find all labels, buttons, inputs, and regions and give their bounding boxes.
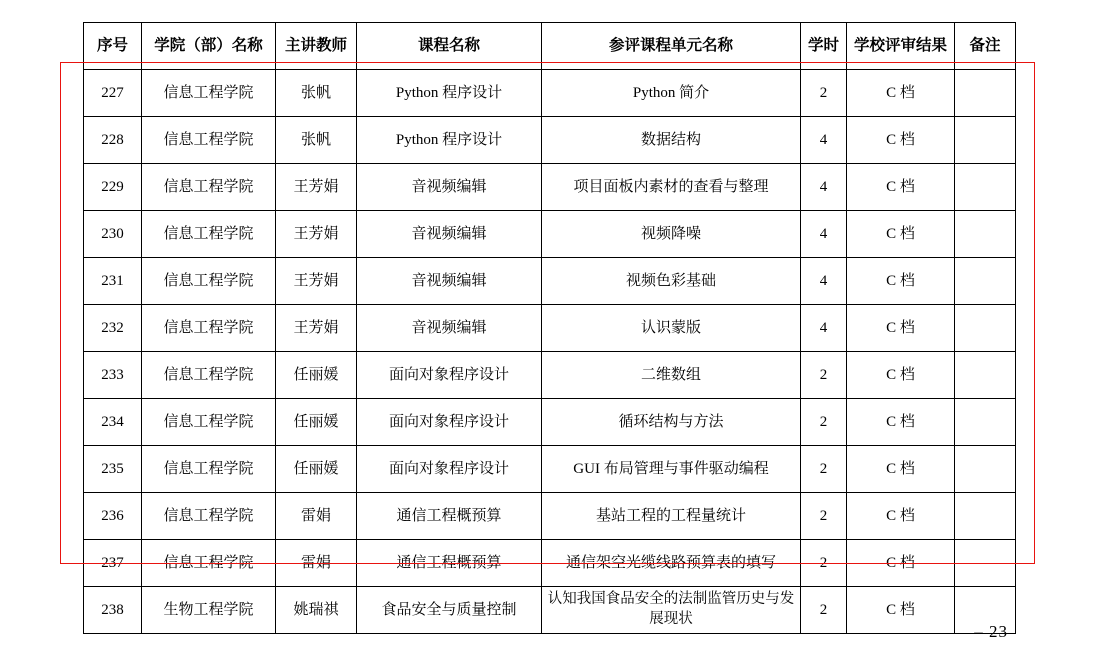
column-header-hours: 学时 bbox=[801, 23, 847, 70]
table-header-row bbox=[84, 23, 1016, 70]
cell-result: C 档 bbox=[847, 493, 955, 540]
cell-hours: 4 bbox=[801, 258, 847, 305]
cell-teacher: 任丽媛 bbox=[276, 446, 357, 493]
cell-course: 面向对象程序设计 bbox=[357, 399, 542, 446]
cell-hours: 4 bbox=[801, 305, 847, 352]
column-header-course: 课程名称 bbox=[357, 23, 542, 70]
cell-teacher: 王芳娟 bbox=[276, 305, 357, 352]
cell-result: C 档 bbox=[847, 70, 955, 117]
cell-hours: 2 bbox=[801, 352, 847, 399]
table-row bbox=[84, 164, 1016, 211]
cell-college: 信息工程学院 bbox=[142, 493, 276, 540]
column-header-result: 学校评审结果 bbox=[847, 23, 955, 70]
cell-result: C 档 bbox=[847, 399, 955, 446]
cell-college: 信息工程学院 bbox=[142, 117, 276, 164]
cell-course: 面向对象程序设计 bbox=[357, 446, 542, 493]
cell-seq: 230 bbox=[84, 211, 142, 258]
column-header-seq: 序号 bbox=[84, 23, 142, 70]
cell-unit: 认识蒙版 bbox=[542, 305, 801, 352]
cell-hours: 2 bbox=[801, 70, 847, 117]
page-number: – 23 bbox=[974, 622, 1008, 641]
cell-course: Python 程序设计 bbox=[357, 70, 542, 117]
table-row bbox=[84, 493, 1016, 540]
cell-teacher: 张帆 bbox=[276, 117, 357, 164]
column-header-remark: 备注 bbox=[955, 23, 1016, 70]
cell-result: C 档 bbox=[847, 540, 955, 587]
cell-seq: 233 bbox=[84, 352, 142, 399]
column-header-unit: 参评课程单元名称 bbox=[542, 23, 801, 70]
cell-unit: 视频色彩基础 bbox=[542, 258, 801, 305]
cell-hours: 2 bbox=[801, 540, 847, 587]
cell-result: C 档 bbox=[847, 211, 955, 258]
cell-result: C 档 bbox=[847, 446, 955, 493]
cell-hours: 2 bbox=[801, 587, 847, 634]
table-body bbox=[84, 70, 1016, 634]
table-row bbox=[84, 446, 1016, 493]
cell-result: C 档 bbox=[847, 258, 955, 305]
cell-seq: 229 bbox=[84, 164, 142, 211]
cell-remark bbox=[955, 399, 1016, 446]
cell-remark bbox=[955, 211, 1016, 258]
cell-unit: 项目面板内素材的查看与整理 bbox=[542, 164, 801, 211]
cell-unit: 二维数组 bbox=[542, 352, 801, 399]
cell-remark bbox=[955, 352, 1016, 399]
cell-college: 信息工程学院 bbox=[142, 164, 276, 211]
table-row bbox=[84, 399, 1016, 446]
cell-hours: 4 bbox=[801, 117, 847, 164]
cell-college: 信息工程学院 bbox=[142, 305, 276, 352]
cell-teacher: 王芳娟 bbox=[276, 211, 357, 258]
cell-hours: 2 bbox=[801, 493, 847, 540]
cell-unit: 基站工程的工程量统计 bbox=[542, 493, 801, 540]
table-row bbox=[84, 352, 1016, 399]
course-review-table bbox=[83, 22, 1016, 634]
cell-teacher: 雷娟 bbox=[276, 540, 357, 587]
cell-seq: 238 bbox=[84, 587, 142, 634]
cell-college: 信息工程学院 bbox=[142, 70, 276, 117]
column-header-teacher: 主讲教师 bbox=[276, 23, 357, 70]
cell-hours: 4 bbox=[801, 211, 847, 258]
table-row bbox=[84, 587, 1016, 634]
table-row bbox=[84, 117, 1016, 164]
cell-seq: 236 bbox=[84, 493, 142, 540]
cell-course: 通信工程概预算 bbox=[357, 493, 542, 540]
cell-unit: 通信架空光缆线路预算表的填写 bbox=[542, 540, 801, 587]
cell-remark bbox=[955, 164, 1016, 211]
cell-course: 面向对象程序设计 bbox=[357, 352, 542, 399]
cell-unit: 视频降噪 bbox=[542, 211, 801, 258]
cell-hours: 2 bbox=[801, 446, 847, 493]
cell-teacher: 王芳娟 bbox=[276, 258, 357, 305]
cell-college: 信息工程学院 bbox=[142, 446, 276, 493]
cell-seq: 228 bbox=[84, 117, 142, 164]
cell-seq: 234 bbox=[84, 399, 142, 446]
cell-course: 音视频编辑 bbox=[357, 305, 542, 352]
cell-course: 音视频编辑 bbox=[357, 211, 542, 258]
cell-result: C 档 bbox=[847, 587, 955, 634]
cell-remark bbox=[955, 540, 1016, 587]
cell-teacher: 任丽媛 bbox=[276, 399, 357, 446]
cell-hours: 4 bbox=[801, 164, 847, 211]
cell-result: C 档 bbox=[847, 117, 955, 164]
cell-course: 通信工程概预算 bbox=[357, 540, 542, 587]
cell-teacher: 雷娟 bbox=[276, 493, 357, 540]
cell-remark bbox=[955, 117, 1016, 164]
cell-college: 信息工程学院 bbox=[142, 352, 276, 399]
cell-remark bbox=[955, 493, 1016, 540]
cell-remark bbox=[955, 446, 1016, 493]
cell-remark bbox=[955, 70, 1016, 117]
cell-result: C 档 bbox=[847, 164, 955, 211]
cell-result: C 档 bbox=[847, 352, 955, 399]
cell-seq: 237 bbox=[84, 540, 142, 587]
cell-hours: 2 bbox=[801, 399, 847, 446]
cell-teacher: 王芳娟 bbox=[276, 164, 357, 211]
cell-college: 信息工程学院 bbox=[142, 258, 276, 305]
cell-course: 食品安全与质量控制 bbox=[357, 587, 542, 634]
cell-seq: 232 bbox=[84, 305, 142, 352]
cell-result: C 档 bbox=[847, 305, 955, 352]
cell-college: 信息工程学院 bbox=[142, 399, 276, 446]
cell-unit: GUI 布局管理与事件驱动编程 bbox=[542, 446, 801, 493]
cell-college: 生物工程学院 bbox=[142, 587, 276, 634]
column-header-college: 学院（部）名称 bbox=[142, 23, 276, 70]
cell-unit: 数据结构 bbox=[542, 117, 801, 164]
cell-unit: 循环结构与方法 bbox=[542, 399, 801, 446]
table-row bbox=[84, 305, 1016, 352]
cell-course: 音视频编辑 bbox=[357, 164, 542, 211]
table-row bbox=[84, 258, 1016, 305]
cell-unit: Python 简介 bbox=[542, 70, 801, 117]
cell-teacher: 任丽媛 bbox=[276, 352, 357, 399]
cell-remark bbox=[955, 305, 1016, 352]
table-row bbox=[84, 211, 1016, 258]
cell-teacher: 姚瑞祺 bbox=[276, 587, 357, 634]
cell-college: 信息工程学院 bbox=[142, 211, 276, 258]
cell-seq: 231 bbox=[84, 258, 142, 305]
cell-remark bbox=[955, 258, 1016, 305]
grade-table-container bbox=[83, 22, 1015, 634]
cell-course: 音视频编辑 bbox=[357, 258, 542, 305]
cell-course: Python 程序设计 bbox=[357, 117, 542, 164]
table-row bbox=[84, 540, 1016, 587]
cell-seq: 227 bbox=[84, 70, 142, 117]
cell-teacher: 张帆 bbox=[276, 70, 357, 117]
cell-college: 信息工程学院 bbox=[142, 540, 276, 587]
cell-seq: 235 bbox=[84, 446, 142, 493]
table-row bbox=[84, 70, 1016, 117]
table-header bbox=[84, 23, 1016, 70]
cell-unit: 认知我国食品安全的法制监管历史与发展现状 bbox=[542, 587, 801, 634]
